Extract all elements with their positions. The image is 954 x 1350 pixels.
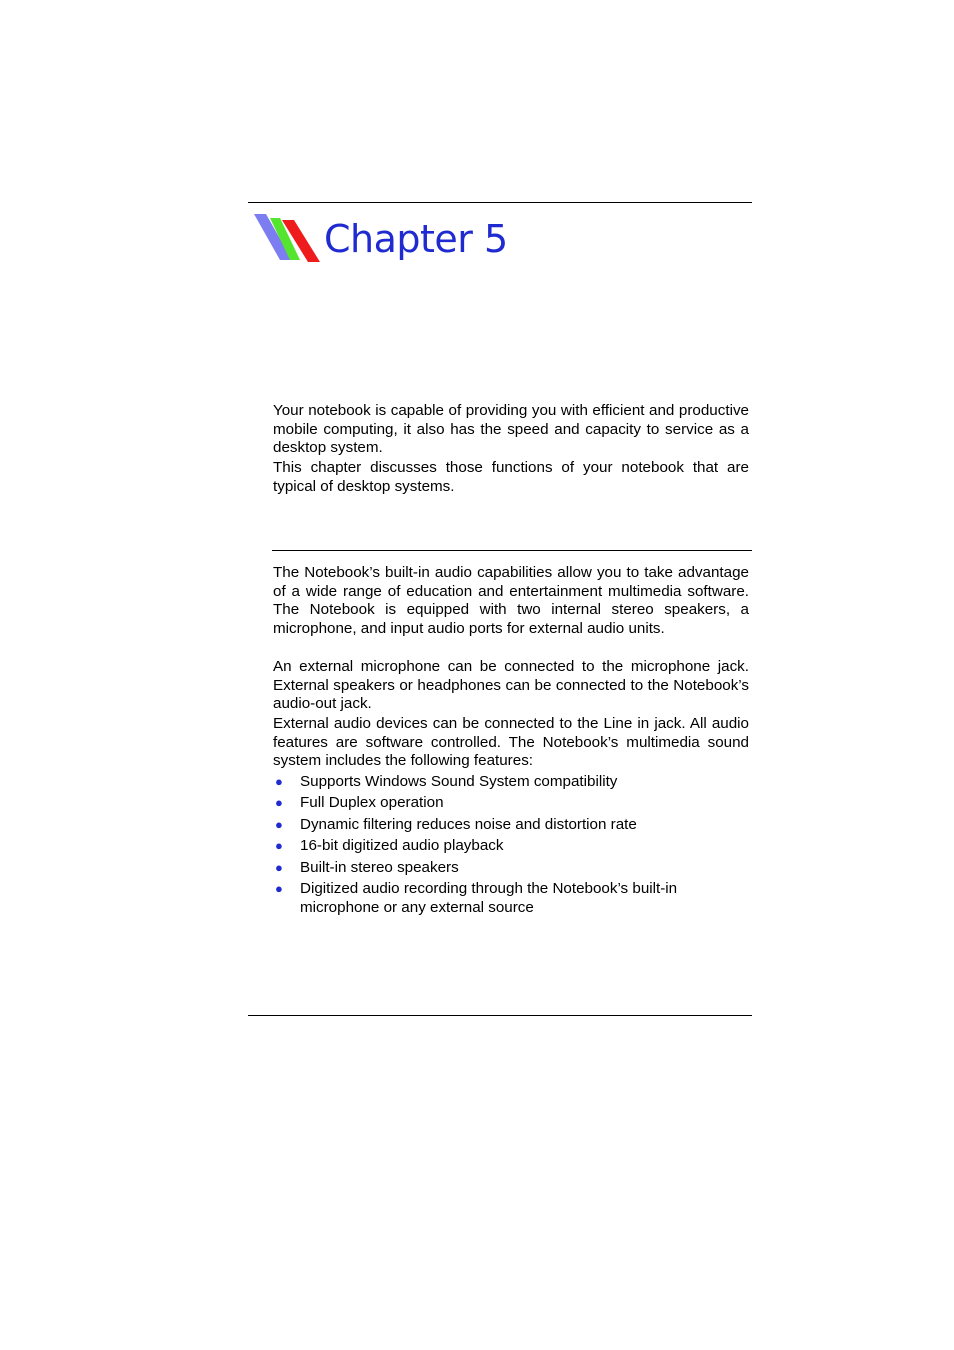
audio-paragraph: External audio devices can be connected to the Line in jack. All audio features are software controlled. The Notebook’s multimedia sound system includes the following features: bbox=[273, 715, 749, 770]
chapter-logo-icon bbox=[254, 212, 324, 264]
section-rule bbox=[272, 550, 752, 551]
list-item bbox=[273, 816, 749, 835]
feature-text: Dynamic filtering reduces noise and distortion rate bbox=[300, 815, 637, 833]
feature-text: Full Duplex operation bbox=[300, 794, 444, 812]
bullet-icon: ● bbox=[275, 774, 283, 789]
audio-paragraph: The Notebook’s built-in audio capabilities allow you to take advantage of a wide range of education and entertainment multimedia software. The Notebook is equipped with two internal stereo speakers, a microphone, and input audio ports for external audio units. bbox=[273, 564, 749, 637]
list-item bbox=[273, 773, 749, 792]
chapter-heading: Chapter 5 bbox=[324, 217, 508, 261]
bullet-icon: ● bbox=[275, 880, 283, 896]
top-rule bbox=[248, 202, 752, 203]
list-item bbox=[273, 794, 749, 813]
list-item bbox=[273, 859, 749, 878]
feature-text: Built-in stereo speakers bbox=[300, 858, 459, 876]
bottom-rule bbox=[248, 1015, 752, 1016]
feature-text: Digitized audio recording through the Notebook’s built-in microphone or any external source bbox=[300, 879, 678, 916]
intro-paragraph: This chapter discusses those functions of your notebook that are typical of desktop systems. bbox=[273, 459, 749, 495]
bullet-icon: ● bbox=[275, 795, 283, 811]
intro-paragraph: Your notebook is capable of providing you with efficient and productive mobile computing, it also has the speed and capacity to service as a desktop system. bbox=[273, 402, 749, 457]
bullet-icon: ● bbox=[275, 859, 283, 875]
feature-list bbox=[273, 773, 749, 920]
bullet-icon: ● bbox=[275, 838, 283, 854]
feature-text: Supports Windows Sound System compatibility bbox=[300, 773, 618, 790]
feature-text: 16-bit digitized audio playback bbox=[300, 837, 504, 855]
audio-paragraph: An external microphone can be connected to the microphone jack. External speakers or headphones can be connected to the Notebook’s audio-out jack. bbox=[273, 658, 749, 713]
bullet-icon: ● bbox=[275, 816, 283, 832]
list-item bbox=[273, 837, 749, 856]
list-item bbox=[273, 880, 749, 917]
